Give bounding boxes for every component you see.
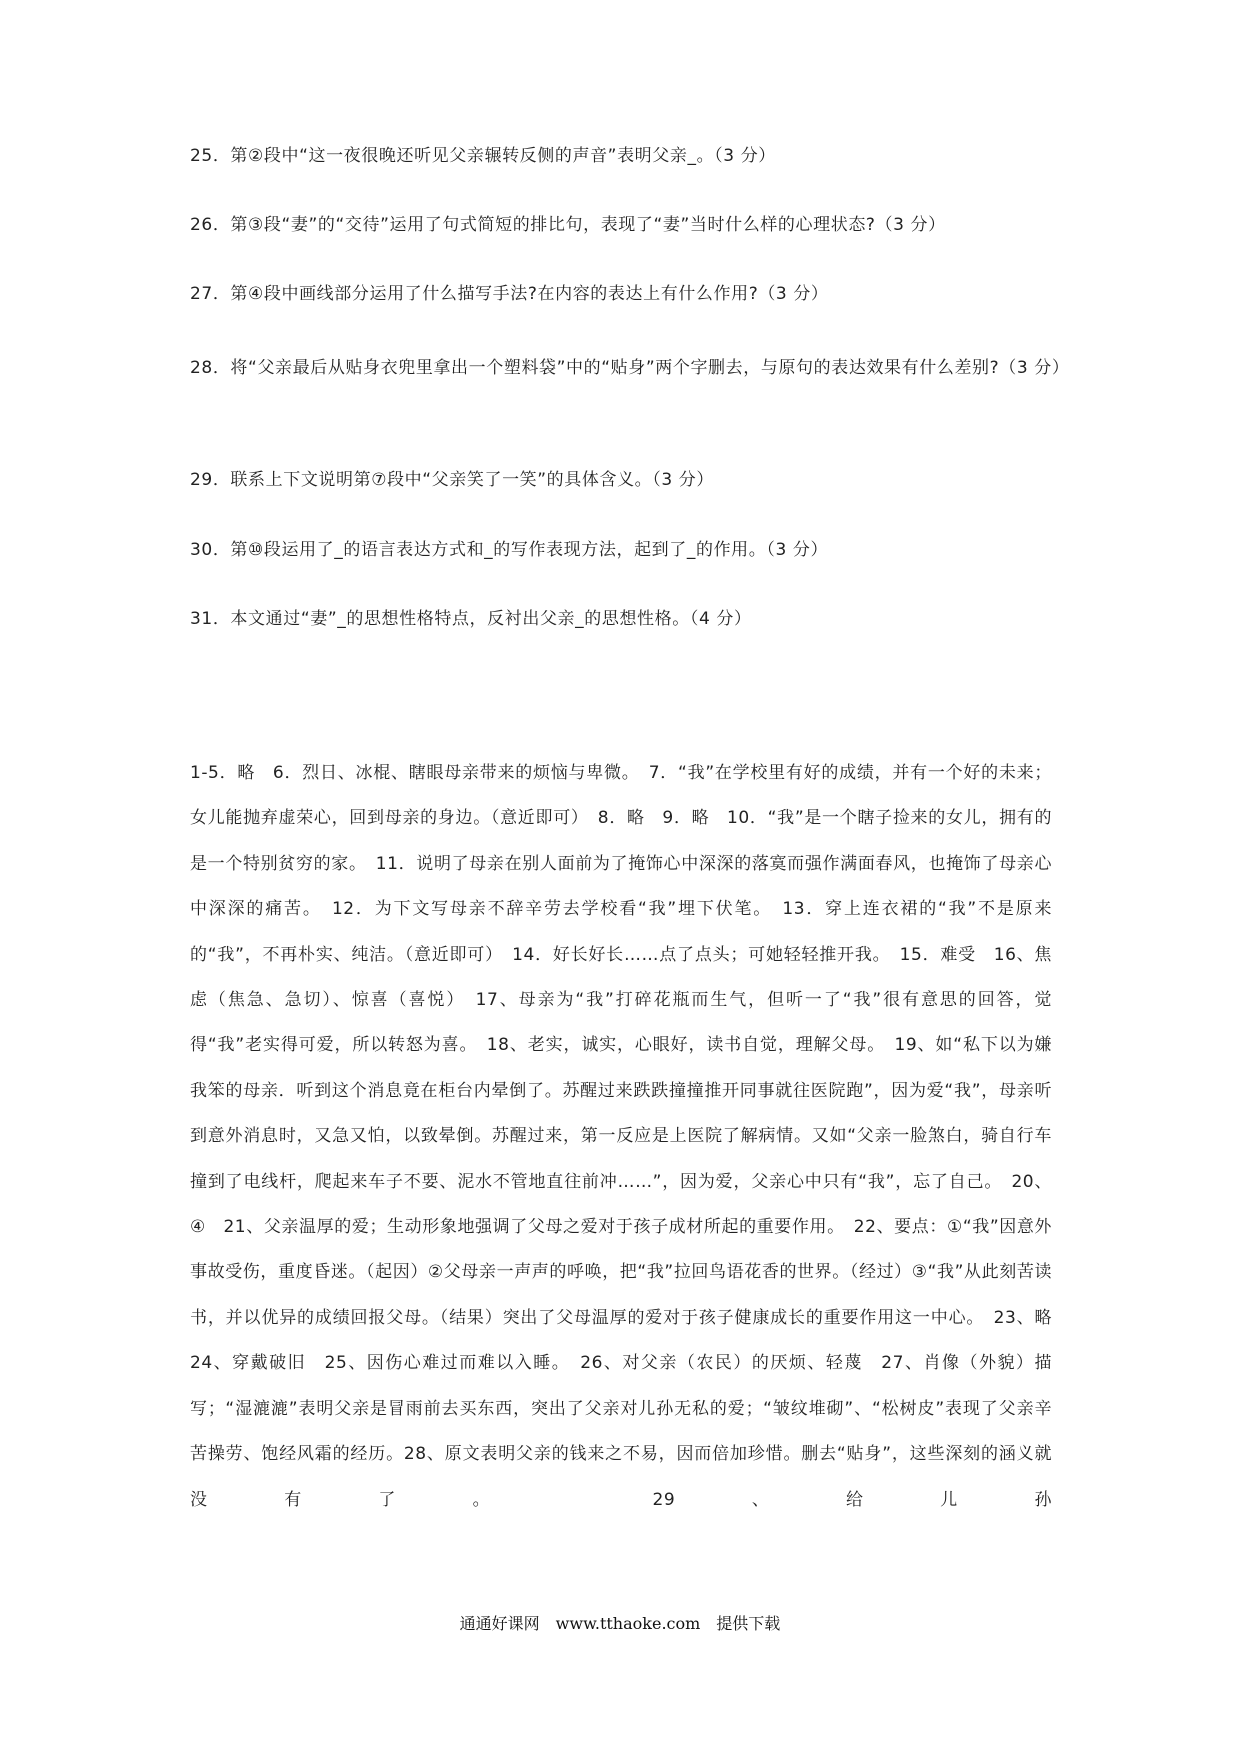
question-31: 31．本文通过“妻”_的思想性格特点，反衬出父亲_的思想性格。（4 分） bbox=[190, 609, 752, 629]
answer-key: 1-5．略 6．烈日、冰棍、瞎眼母亲带来的烦恼与卑微。 7．“我”在学校里有好的成绩，并有一个好的未来；女儿能抛弃虚荣心，回到母亲的身边。（意近即可） 8．略 9．略 10．“我”是一个瞎子捡来的女儿，拥有的是一个特别贫穷的家。 11．说明了母亲在别人面前为了掩饰心中深深的落寞而强作满面春风，也掩饰了母亲心中深深的痛苦。 12．为下文写母亲不辞辛劳去学校看“我”埋下伏笔。 13．穿上连衣裙的“我”不是原来的“我”，不再朴实、纯洁。（意近即可） 14．好长好长……点了点头；可她轻轻推开我。 15．难受 16、焦虑（焦急、急切）、惊喜（喜悦） 17、母亲为“我”打碎花瓶而生气，但听一了“我”很有意思的回答，觉得“我”老实得可爱，所以转怒为喜。 18、老实，诚实，心眼好，读书自觉，理解父母。 19、如“私下以为嫌我笨的母亲．听到这个消息竟在柜台内晕倒了。苏醒过来跌跌撞撞推开同事就往医院跑”，因为爱“我”，母亲听到意外消息时，又急又怕，以致晕倒。苏醒过来，第一反应是上医院了解病情。又如“父亲一脸煞白，骑自行车撞到了电线杆，爬起来车子不要、泥水不管地直往前冲……”，因为爱，父亲心中只有“我”，忘了自己。 20、④ 21、父亲温厚的爱；生动形象地强调了父母之爱对于孩子成材所起的重要作用。 22、要点：①“我”因意外事故受伤，重度昏迷。（起因）②父母亲一声声的呼唤，把“我”拉回鸟语花香的世界。（经过）③“我”从此刻苦读书，并以优异的成绩回报父母。（结果）突出了父母温厚的爱对于孩子健康成长的重要作用这一中心。 23、略 24、穿戴破旧 25、因伤心难过而难以入睡。 26、对父亲（农民）的厌烦、轻蔑 27、肖像（外貌）描写；“湿漉漉”表明父亲是冒雨前去买东西，突出了父亲对儿孙无私的爱；“皱纹堆砌”、“松树皮”表现了父亲辛苦操劳、饱经风霜的经历。28、原文表明父亲的钱来之不易，因而倍加珍惜。删去“贴身”，这些深刻的涵义就没有了。 29、给儿孙 bbox=[190, 763, 1070, 1510]
question-28: 28．将“父亲最后从贴身衣兜里拿出一个塑料袋”中的“贴身”两个字删去，与原句的表达效果有什么差别?（3 分） bbox=[190, 358, 1070, 378]
question-25: 25．第②段中“这一夜很晚还听见父亲辗转反侧的声音”表明父亲_。（3 分） bbox=[190, 146, 776, 166]
question-30: 30．第⑩段运用了_的语言表达方式和_的写作表现方法，起到了_的作用。（3 分） bbox=[190, 540, 829, 560]
question-27: 27．第④段中画线部分运用了什么描写手法?在内容的表达上有什么作用?（3 分） bbox=[190, 284, 829, 304]
question-26: 26．第③段“妻”的“交待”运用了句式简短的排比句，表现了“妻”当时什么样的心理状态?（3 分） bbox=[190, 215, 946, 235]
footer-download-note: 通通好课网 www.tthaoke.com 提供下载 bbox=[459, 1614, 781, 1633]
question-29: 29．联系上下文说明第⑦段中“父亲笑了一笑”的具体含义。（3 分） bbox=[190, 470, 715, 490]
